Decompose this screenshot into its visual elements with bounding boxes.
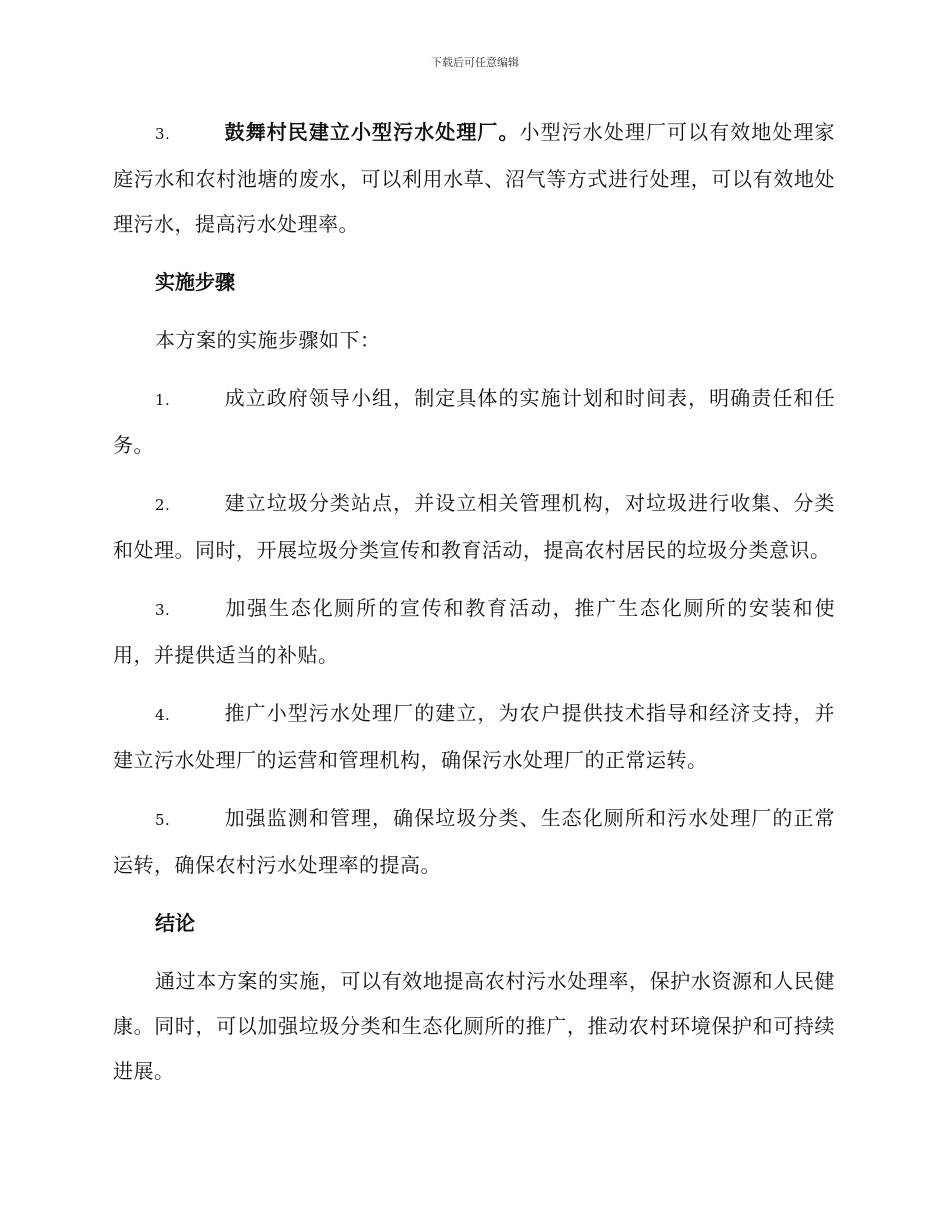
list-number: 5. [155, 811, 171, 829]
list-item-text: 加强监测和管理，确保垃圾分类、生态化厕所和污水处理厂的正常运转，确保农村污水处理率的提高。 [113, 806, 835, 877]
list-item-text: 推广小型污水处理厂的建立，为农户提供技术指导和经济支持，并建立污水处理厂的运营和管理机构，确保污水处理厂的正常运转。 [113, 701, 835, 772]
list-item [113, 691, 835, 783]
list-item [113, 481, 835, 573]
list-item [113, 110, 835, 247]
list-number: 1. [155, 391, 171, 409]
document-body [113, 110, 835, 1107]
list-item-text: 小型污水处理厂可以有效地处理家庭污水和农村池塘的废水，可以利用水草、沼气等方式进行处理，可以有效地处理污水，提高污水处理率。 [113, 120, 836, 236]
header-note: 下载后可任意编辑 [431, 56, 519, 69]
list-item [113, 796, 835, 888]
section-heading-conclusion: 结论 [155, 911, 195, 935]
list-number: 3. [155, 601, 171, 619]
list-item-text: 加强生态化厕所的宣传和教育活动，推广生态化厕所的安装和使用，并提供适当的补贴。 [113, 596, 835, 667]
list-item [113, 586, 835, 678]
list-item [113, 376, 835, 468]
conclusion-paragraph: 通过本方案的实施，可以有效地提高农村污水处理率，保护水资源和人民健康。同时，可以加强垃圾分类和生态化厕所的推广，推动农村环境保护和可持续进展。 [113, 969, 835, 1083]
section-heading-steps: 实施步骤 [155, 270, 235, 294]
steps-intro: 本方案的实施步骤如下： [155, 328, 381, 352]
list-number: 3. [155, 125, 171, 143]
list-item-text: 成立政府领导小组，制定具体的实施计划和时间表，明确责任和任务。 [113, 386, 835, 457]
list-number: 2. [155, 496, 171, 514]
list-number: 4. [155, 706, 171, 724]
list-item-text: 建立垃圾分类站点，并设立相关管理机构，对垃圾进行收集、分类和处理。同时，开展垃圾分类宣传和教育活动，提高农村居民的垃圾分类意识。 [113, 491, 835, 562]
list-item-lead: 鼓舞村民建立小型污水处理厂。 [224, 120, 520, 144]
